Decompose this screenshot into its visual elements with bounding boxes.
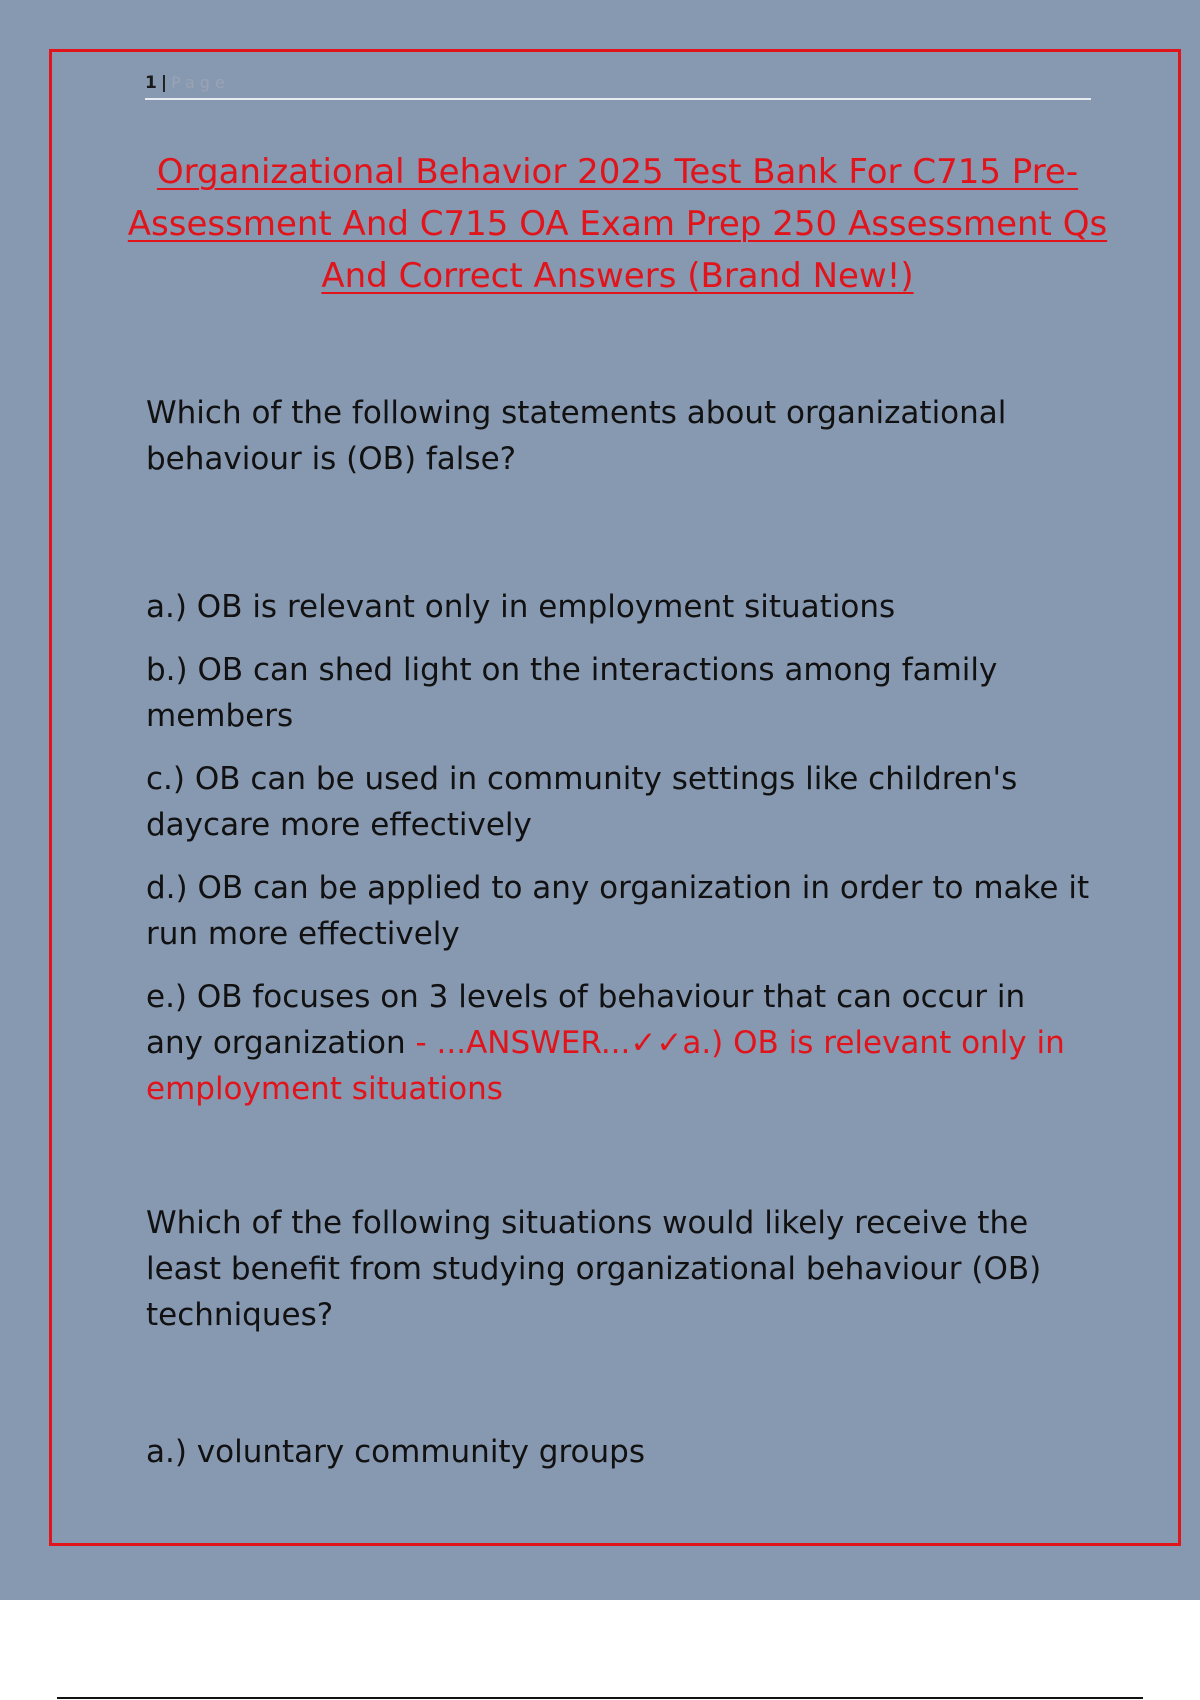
question-1-option-c: c.) OB can be used in community settings like children's daycare more effectively xyxy=(146,761,1018,843)
document-title: Organizational Behavior 2025 Test Bank For C715 Pre-Assessment And C715 OA Exam Prep 250 Assessment Qs And Correct Answers (Brand New!) xyxy=(127,152,1108,296)
page-label: Page xyxy=(171,73,230,92)
question-1-option-e-text: e.) OB focuses on 3 levels of behaviour that can occur in any organization xyxy=(146,979,1026,1061)
question-2-text: Which of the following situations would likely receive the least benefit from studying organizational behaviour (OB) techniques? xyxy=(146,1205,1042,1333)
page-number: 1 xyxy=(145,73,157,93)
question-1-answer: - ...ANSWER...✓✓a.) OB is relevant only in employment situations xyxy=(146,1025,1065,1107)
page-separator: | xyxy=(160,73,168,93)
page-header xyxy=(145,72,1091,100)
question-1-option-d: d.) OB can be applied to any organization in order to make it run more effectively xyxy=(146,870,1090,952)
page-bottom-rule xyxy=(57,1697,1143,1699)
question-1-text: Which of the following statements about organizational behaviour is (OB) false? xyxy=(146,395,1007,477)
question-1-option-e xyxy=(146,974,1091,1112)
question-2-option-a: a.) voluntary community groups xyxy=(146,1434,645,1470)
document-body xyxy=(146,390,1091,1492)
question-1-option-b: b.) OB can shed light on the interactions among family members xyxy=(146,652,998,734)
question-1-option-a: a.) OB is relevant only in employment situations xyxy=(146,589,896,625)
